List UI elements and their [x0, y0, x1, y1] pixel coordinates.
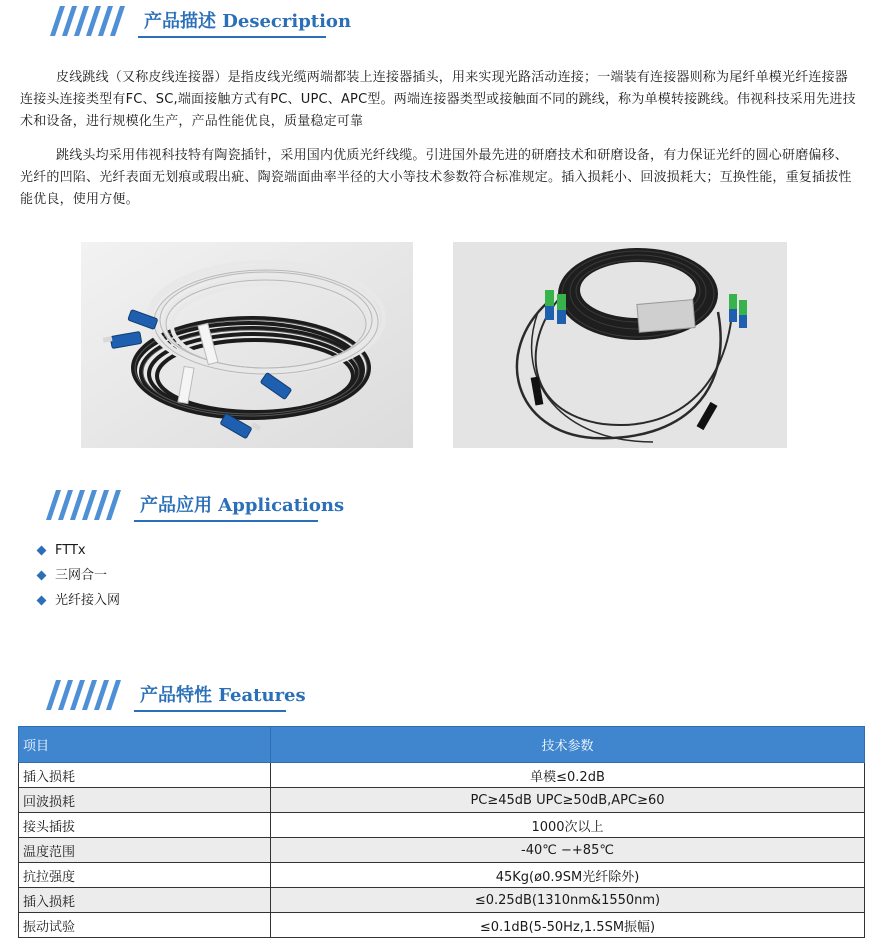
list-item: 三网合一 — [36, 563, 120, 588]
description-title: 产品描述 Desecription — [144, 11, 352, 32]
table-row: 温度范围 -40℃ −+85℃ — [19, 838, 865, 863]
table-row: 插入损耗 ≤0.25dB(1310nm&1550nm) — [19, 888, 865, 913]
diamond-bullet-icon — [37, 596, 47, 606]
table-row: 接头插拔 1000次以上 — [19, 813, 865, 838]
features-table — [18, 726, 865, 938]
stripes-decoration-icon — [36, 490, 131, 520]
table-row: 回波损耗 PC≥45dB UPC≥50dB,APC≥60 — [19, 788, 865, 813]
title-underline — [134, 520, 318, 522]
applications-title: 产品应用 Applications — [140, 495, 345, 516]
header-parameters: 技术参数 — [271, 727, 865, 763]
features-section-header — [36, 678, 336, 714]
diamond-bullet-icon — [37, 571, 47, 581]
features-title: 产品特性 Features — [140, 685, 306, 706]
description-paragraph-2: 跳线头均采用伟视科技特有陶瓷插针，采用国内优质光纤线缆。引进国外最先进的研磨技术和研磨设备，有力保证光纤的圆心研磨偏移、光纤的凹陷、光纤表面无划痕或瑕出疵、陶瓷端面曲率半径的大小等技术参数符合标准规定。插入损耗小、回波损耗大；互换性能，重复插拔性能优良，使用方便。 — [20, 148, 852, 207]
product-photo-black-coil — [453, 242, 787, 448]
description-paragraph-1: 皮线跳线（又称皮线连接器）是指皮线光缆两端都装上连接器插头，用来实现光路活动连接；一端装有连接器则称为尾纤单模光纤连接器连接头连接类型有FC、SC,端面接触方式有PC、UPC、APC型。两端连接器类型或接触面不同的跳线，称为单模转接跳线。伟视科技采用先进技术和设备，进行规模化生产，产品性能优良，质量稳定可靠 — [20, 70, 856, 129]
applications-list — [36, 538, 120, 613]
list-item: 光纤接入网 — [36, 588, 120, 613]
table-header-row — [19, 727, 865, 763]
table-row: 插入损耗 单模≤0.2dB — [19, 763, 865, 788]
table-row: 抗拉强度 45Kg(ø0.9SM光纤除外) — [19, 863, 865, 888]
stripes-decoration-icon — [40, 6, 135, 36]
description-section-header — [40, 4, 352, 40]
header-item: 项目 — [19, 727, 271, 763]
title-underline — [134, 710, 286, 712]
diamond-bullet-icon — [37, 546, 47, 556]
table-row: 振动试验 ≤0.1dB(5-50Hz,1.5SM振幅) — [19, 913, 865, 938]
product-photo-white-black-coils — [81, 242, 413, 448]
stripes-decoration-icon — [36, 680, 131, 710]
list-item: FTTx — [36, 538, 120, 563]
applications-section-header — [36, 488, 345, 524]
title-underline — [138, 36, 326, 38]
